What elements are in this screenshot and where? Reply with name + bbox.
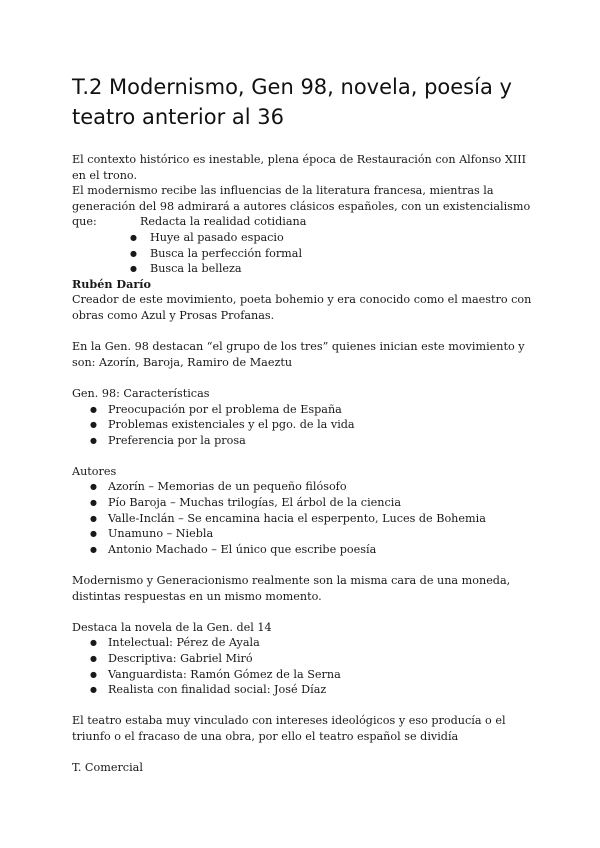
novela-list xyxy=(72,635,542,697)
ruben-heading: Rubén Darío xyxy=(72,276,151,291)
list-item: ● Preferencia por la prosa xyxy=(72,433,542,449)
teatro-comercial: T. Comercial xyxy=(72,761,143,775)
list-item: ● Vanguardista: Ramón Gómez de la Serna xyxy=(72,667,542,683)
que-label: que: xyxy=(72,215,97,229)
list-item: ● Huye al pasado espacio xyxy=(72,230,542,246)
que-row xyxy=(72,214,542,230)
list-item: ● Pío Baroja – Muchas trilogías, El árbol de la ciencia xyxy=(72,495,542,511)
teatro-paragraph: El teatro estaba muy vinculado con intereses ideológicos y eso producía o el triunfo o el fracaso de una obra, por ello el teatro español se dividía xyxy=(72,714,506,743)
list-item: ● Preocupación por el problema de España xyxy=(72,402,542,418)
ruben-text: Creador de este movimiento, poeta bohemio y era conocido como el maestro con obras como Azul y Prosas Profanas. xyxy=(72,293,532,322)
caracteristicas-list xyxy=(72,402,542,449)
intro-paragraph-2: El modernismo recibe las influencias de la literatura francesa, mientras la generación del 98 admirará a autores clásicos españoles, con un existencialismo xyxy=(72,184,531,213)
gen98-intro: En la Gen. 98 destacan “el grupo de los tres” quienes inician este movimiento y son: Azorín, Baroja, Ramiro de Maeztu xyxy=(72,340,525,369)
list-item: ● Problemas existenciales y el pgo. de la vida xyxy=(72,417,542,433)
autores-heading: Autores xyxy=(72,464,117,478)
document-body xyxy=(72,152,542,776)
intro-paragraph-1: El contexto histórico es inestable, plena época de Restauración con Alfonso XIII en el trono. xyxy=(72,153,527,182)
list-item: ● Unamuno – Niebla xyxy=(72,526,542,542)
que-list xyxy=(72,230,542,277)
que-first: Redacta la realidad cotidiana xyxy=(140,215,307,229)
autores-list xyxy=(72,479,542,557)
list-item: ● Realista con finalidad social: José Díaz xyxy=(72,682,542,698)
list-item: ● Azorín – Memorias de un pequeño filósofo xyxy=(72,479,542,495)
list-item: ● Busca la perfección formal xyxy=(72,246,542,262)
page-title: T.2 Modernismo, Gen 98, novela, poesía y teatro anterior al 36 xyxy=(72,75,512,129)
list-item: ● Antonio Machado – El único que escribe poesía xyxy=(72,542,542,558)
modernismo-paragraph: Modernismo y Generacionismo realmente son la misma cara de una moneda, distintas respuestas en un mismo momento. xyxy=(72,574,511,603)
list-item: ● Valle-Inclán – Se encamina hacia el esperpento, Luces de Bohemia xyxy=(72,511,542,527)
caracteristicas-heading: Gen. 98: Características xyxy=(72,386,210,400)
list-item: ● Intelectual: Pérez de Ayala xyxy=(72,635,542,651)
novela-heading: Destaca la novela de la Gen. del 14 xyxy=(72,620,272,634)
list-item: ● Busca la belleza xyxy=(72,261,542,277)
list-item: ● Descriptiva: Gabriel Miró xyxy=(72,651,542,667)
